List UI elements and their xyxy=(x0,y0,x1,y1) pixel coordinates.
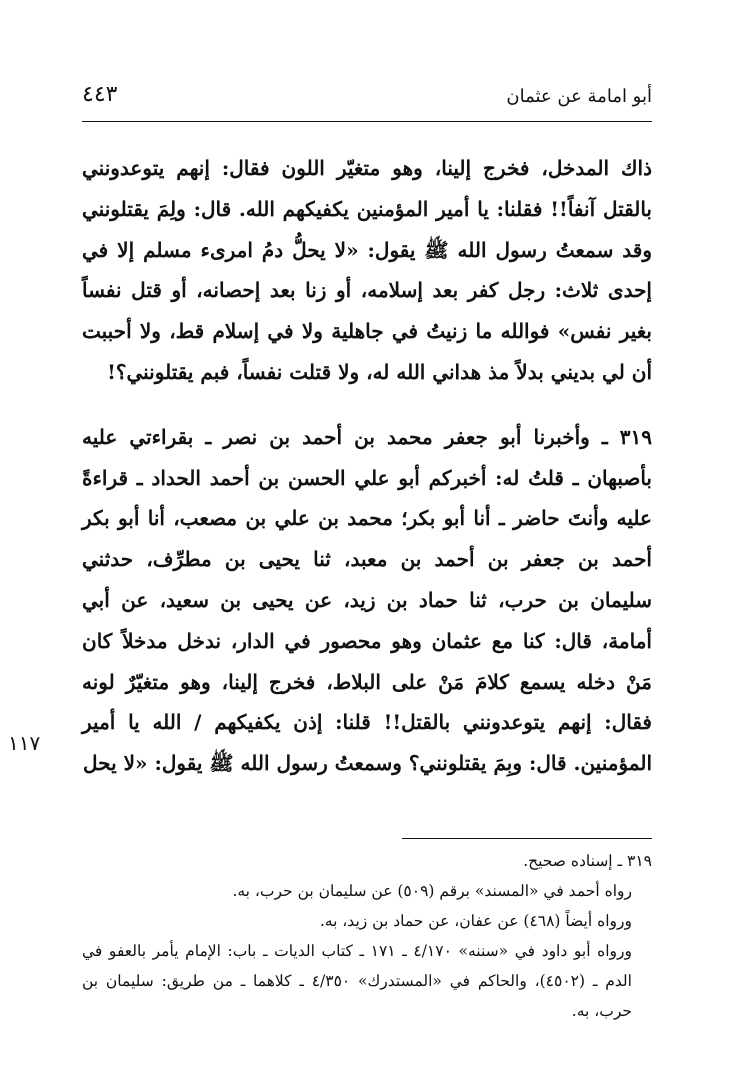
footnote-line: ورواه أبو داود في «سننه» ٤/١٧٠ ـ ١٧١ ـ كتاب الديات ـ باب: الإمام يأمر بالعفو في الدم ـ (٤٥٠٢)، والحاكم في «المستدرك» ٤/٣٥٠ ـ كلاهما ـ من طريق: سليمان بن حرب، به. xyxy=(82,942,632,1020)
margin-page-reference: ١١٧ xyxy=(8,731,41,755)
paragraph-2: ٣١٩ ـ وأخبرنا أبو جعفر محمد بن أحمد بن نصر ـ بقراءتي عليه بأصبهان ـ قلتُ له: أخبركم أبو علي الحسن بن أحمد الحداد ـ قراءةً عليه وأنتَ حاضر ـ أنا أبو بكر؛ محمد بن علي بن مصعب، أنا أبو بكر أحمد بن جعفر بن أحمد بن معبد، ثنا يحيى بن مطرِّف، حدثني سليمان بن حرب، ثنا حماد بن زيد، عن يحيى بن سعيد، عن أبي أمامة، قال: كنا مع عثمان وهو محصور في الدار، ندخل مدخلاً كان مَنْ دخله يسمع كلامَ مَنْ على البلاط، فخرج إلينا، وهو متغيّرٌ لونه فقال: إنهم يتوعدونني بالقتل!! قلنا: إذن يكفيكهم / الله يا أمير المؤمنين. قال: وبِمَ يقتلونني؟ وسمعتُ رسول الله ﷺ يقول: «لا يحل xyxy=(82,424,652,776)
paragraph-1: ذاك المدخل، فخرج إلينا، وهو متغيّر اللون فقال: إنهم يتوعدونني بالقتل آنفاً!! فقلنا: يا أمير المؤمنين يكفيكهم الله. قال: ولِمَ يقتلونني وقد سمعتُ رسول الله ﷺ يقول: «لا يحلُّ دمُ امرىء مسلم إلا في إحدى ثلاث: رجل كفر بعد إسلامه، أو زنا بعد إحصانه، أو قتل نفساً بغير نفس» فوالله ما زنيتُ في جاهلية ولا في إسلام قط، ولا أحببت أن لي بديني بدلاً مذ هداني الله له، ولا قتلت نفساً، فبم يقتلونني؟! xyxy=(82,156,652,384)
footnote-line: ورواه أيضاً (٤٦٨) عن عفان، عن حماد بن زيد، به. xyxy=(319,912,632,930)
footnote-line: رواه أحمد في «المسند» برقم (٥٠٩) عن سليمان بن حرب، به. xyxy=(232,882,632,900)
main-text xyxy=(82,148,652,784)
footnote-line: ٣١٩ ـ إسناده صحيح. xyxy=(523,852,652,870)
running-title: أبو امامة عن عثمان xyxy=(506,86,652,107)
footnotes xyxy=(82,846,652,1026)
footnote-rule xyxy=(402,838,652,839)
header-rule xyxy=(82,121,652,122)
page-number: ٤٤٣ xyxy=(82,82,118,107)
page-header xyxy=(82,82,652,116)
